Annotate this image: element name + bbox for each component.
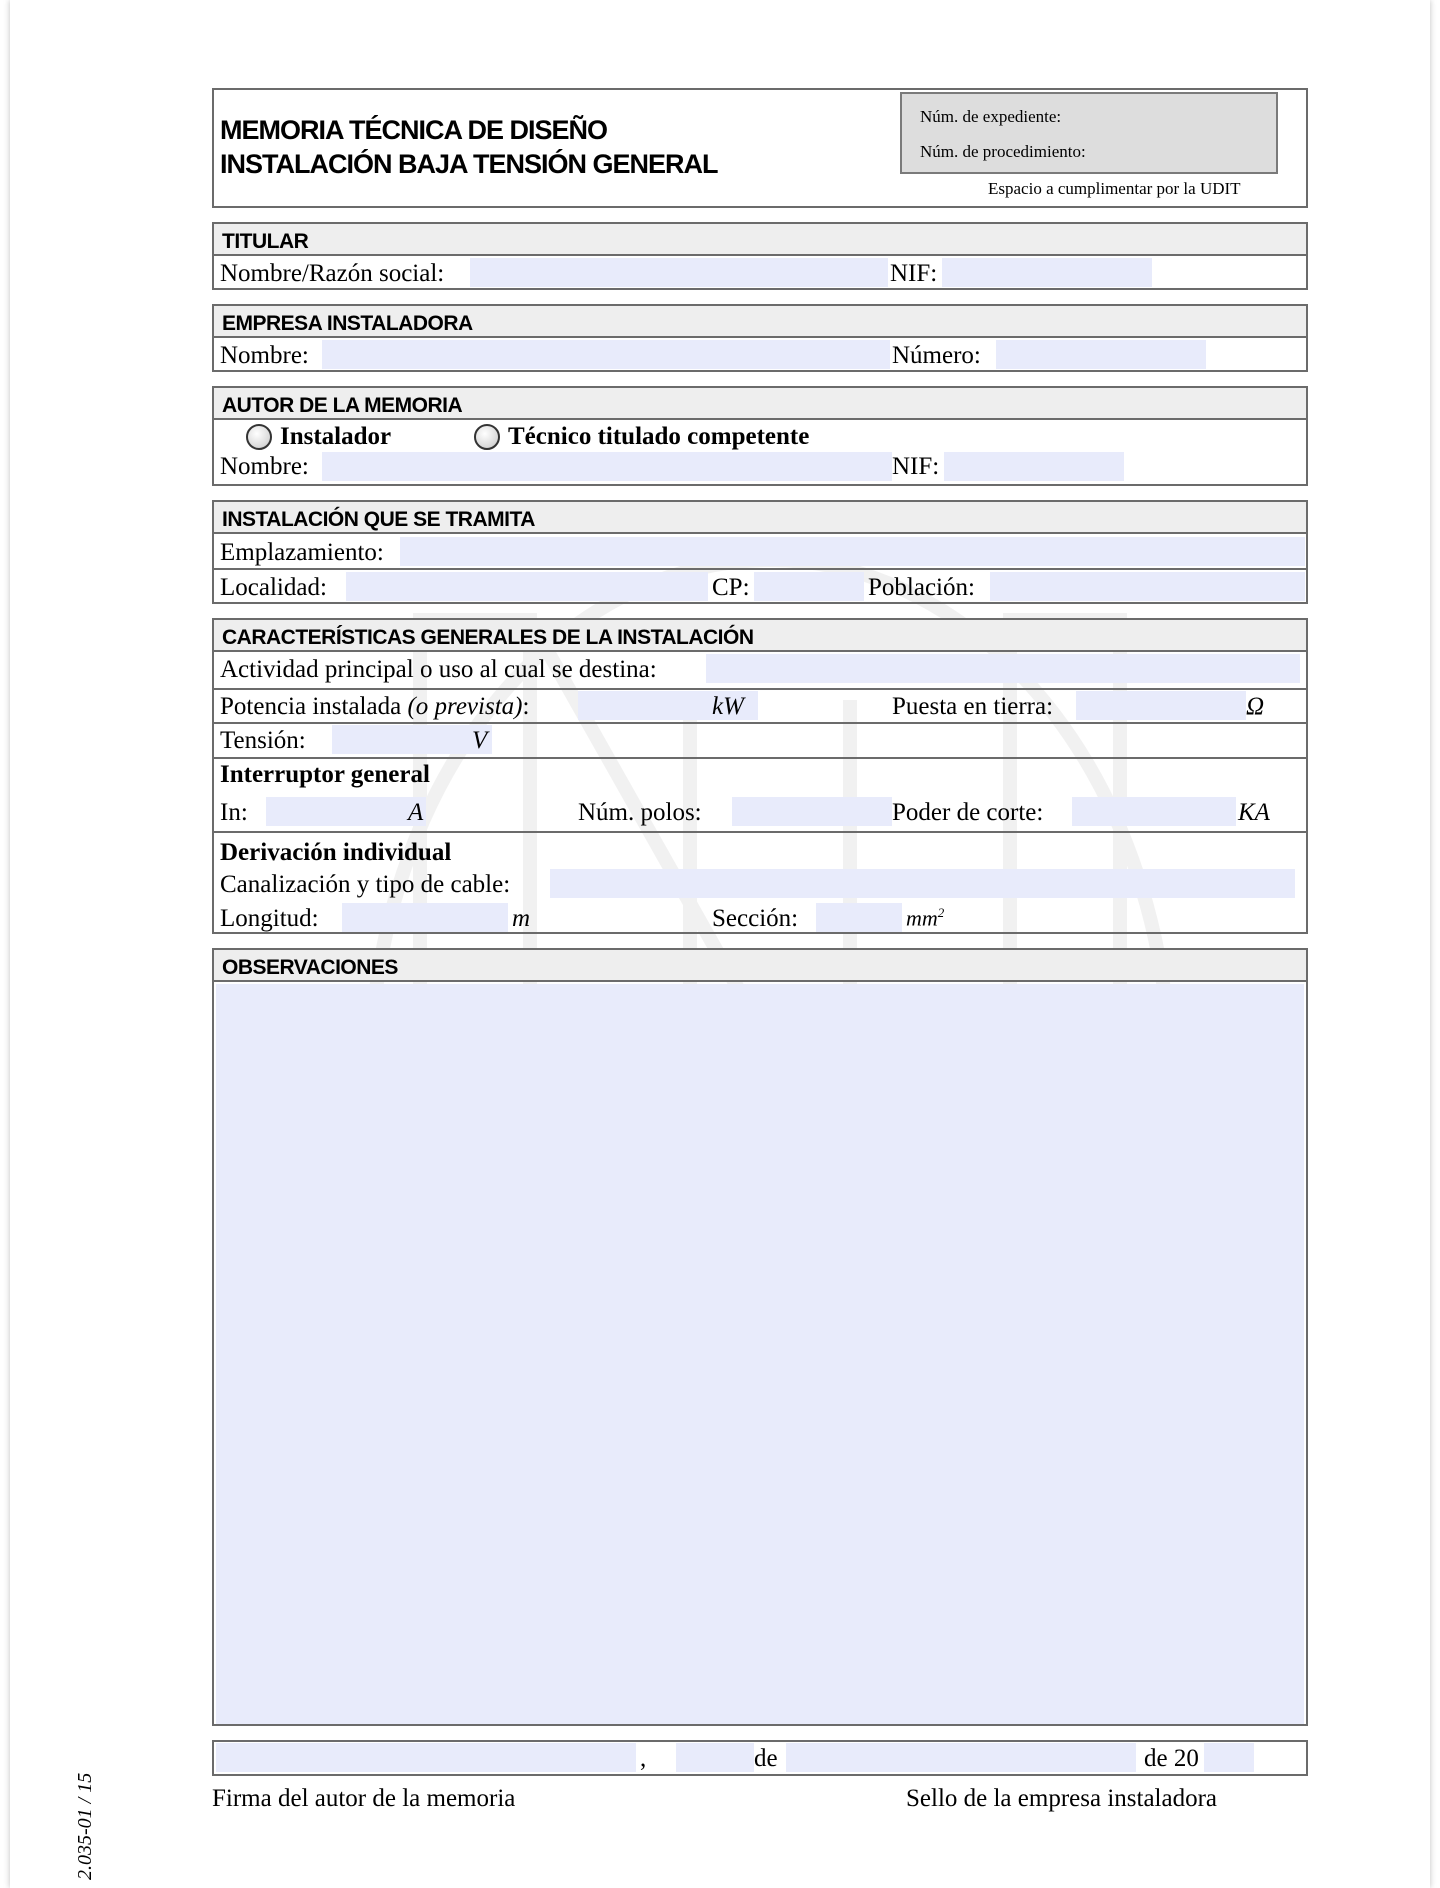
interruptor-title: Interruptor general xyxy=(220,761,430,788)
polos-input[interactable] xyxy=(732,797,892,826)
localidad-label: Localidad: xyxy=(220,574,327,601)
cp-label: CP: xyxy=(712,574,750,601)
longitud-unit: m xyxy=(512,905,531,932)
actividad-input[interactable] xyxy=(706,654,1300,683)
dia-input[interactable] xyxy=(676,1743,754,1772)
poblacion-label: Población: xyxy=(868,574,975,601)
observaciones-header-text: OBSERVACIONES xyxy=(222,956,398,979)
titular-header-text: TITULAR xyxy=(222,230,309,253)
autor-nombre-input[interactable] xyxy=(322,452,892,481)
caracteristicas-header xyxy=(214,620,1306,652)
tension-input[interactable] xyxy=(332,725,492,754)
form-title-line1: MEMORIA TÉCNICA DE DISEÑO xyxy=(220,115,608,145)
side-code: 2.035-01 / 15 xyxy=(74,1772,96,1880)
corte-input[interactable] xyxy=(1072,797,1236,826)
expediente-label: Núm. de expediente: xyxy=(920,107,1062,126)
titular-nombre-label: Nombre/Razón social: xyxy=(220,260,445,287)
udit-note: Espacio a cumplimentar por la UDIT xyxy=(988,179,1241,198)
in-unit: A xyxy=(408,799,424,826)
interruptor-divider xyxy=(214,831,1306,833)
polos-label: Núm. polos: xyxy=(578,799,702,826)
potencia-label-text: Potencia instalada xyxy=(220,693,402,720)
titular-header xyxy=(214,224,1306,256)
localidad-input[interactable] xyxy=(346,572,708,601)
fecha-comma: , xyxy=(640,1745,647,1772)
seccion-unit-text: mm xyxy=(906,905,938,931)
cp-input[interactable] xyxy=(754,572,864,601)
fecha-de-label: de xyxy=(754,1745,778,1772)
empresa-nombre-label: Nombre: xyxy=(220,342,309,369)
derivacion-title: Derivación individual xyxy=(220,839,452,866)
autor-header-text: AUTOR DE LA MEMORIA xyxy=(222,394,463,417)
mes-input[interactable] xyxy=(786,1743,1136,1772)
anio-input[interactable] xyxy=(1204,1743,1254,1772)
autor-nombre-label: Nombre: xyxy=(220,453,309,480)
seccion-unit-sup: 2 xyxy=(937,905,945,920)
procedimiento-label: Núm. de procedimiento: xyxy=(920,142,1086,161)
sello-label: Sello de la empresa instaladora xyxy=(906,1785,1217,1812)
titular-nif-input[interactable] xyxy=(942,258,1152,287)
titular-nif-label: NIF: xyxy=(890,260,938,287)
instalacion-divider xyxy=(214,568,1306,570)
poblacion-input[interactable] xyxy=(990,572,1305,601)
seccion-label: Sección: xyxy=(712,905,799,932)
canalizacion-label: Canalización y tipo de cable: xyxy=(220,871,511,898)
empresa-header-text: EMPRESA INSTALADORA xyxy=(222,312,473,335)
potencia-label xyxy=(220,694,529,719)
in-label: In: xyxy=(220,799,248,826)
form-title-line2: INSTALACIÓN BAJA TENSIÓN GENERAL xyxy=(220,149,718,179)
empresa-header xyxy=(214,306,1306,338)
tierra-input[interactable] xyxy=(1076,691,1246,720)
corte-label: Poder de corte: xyxy=(892,799,1044,826)
seccion-input[interactable] xyxy=(816,903,902,932)
caracteristicas-header-text: CARACTERÍSTICAS GENERALES DE LA INSTALACIÓN xyxy=(222,626,754,649)
instalador-radio[interactable] xyxy=(246,424,272,450)
titular-nombre-input[interactable] xyxy=(470,258,888,287)
empresa-numero-label: Número: xyxy=(892,342,981,369)
potencia-note: (o prevista) xyxy=(407,693,523,720)
autor-nif-input[interactable] xyxy=(944,452,1124,481)
tecnico-label[interactable]: Técnico titulado competente xyxy=(508,423,810,450)
actividad-divider xyxy=(214,688,1306,690)
instalador-label[interactable]: Instalador xyxy=(280,423,392,450)
emplazamiento-input[interactable] xyxy=(400,537,1305,566)
tierra-label: Puesta en tierra: xyxy=(892,693,1054,720)
instalacion-header-text: INSTALACIÓN QUE SE TRAMITA xyxy=(222,508,535,531)
lugar-input[interactable] xyxy=(216,1743,636,1772)
form-page xyxy=(10,0,1430,1888)
fecha-de20-label: de 20 xyxy=(1144,1745,1199,1772)
tension-unit: V xyxy=(472,727,488,754)
potencia-unit: kW xyxy=(712,693,744,720)
tension-label: Tensión: xyxy=(220,727,306,754)
seccion-unit xyxy=(906,906,944,929)
canalizacion-input[interactable] xyxy=(550,869,1295,898)
actividad-label: Actividad principal o uso al cual se destina: xyxy=(220,656,657,683)
emplazamiento-label: Emplazamiento: xyxy=(220,539,384,566)
empresa-numero-input[interactable] xyxy=(996,340,1206,369)
autor-nif-label: NIF: xyxy=(892,453,940,480)
empresa-nombre-input[interactable] xyxy=(322,340,890,369)
observaciones-header xyxy=(214,950,1306,982)
udit-box xyxy=(900,92,1278,174)
potencia-colon: : xyxy=(522,693,530,720)
corte-unit: KA xyxy=(1238,799,1270,826)
potencia-divider xyxy=(214,722,1306,724)
tecnico-radio[interactable] xyxy=(474,424,500,450)
longitud-label: Longitud: xyxy=(220,905,319,932)
firma-label: Firma del autor de la memoria xyxy=(212,1785,516,1812)
autor-header xyxy=(214,388,1306,420)
instalacion-header xyxy=(214,502,1306,534)
in-input[interactable] xyxy=(266,797,426,826)
longitud-input[interactable] xyxy=(342,903,508,932)
observaciones-textarea[interactable] xyxy=(216,984,1304,1724)
tension-divider xyxy=(214,757,1306,759)
tierra-unit: Ω xyxy=(1246,693,1265,720)
